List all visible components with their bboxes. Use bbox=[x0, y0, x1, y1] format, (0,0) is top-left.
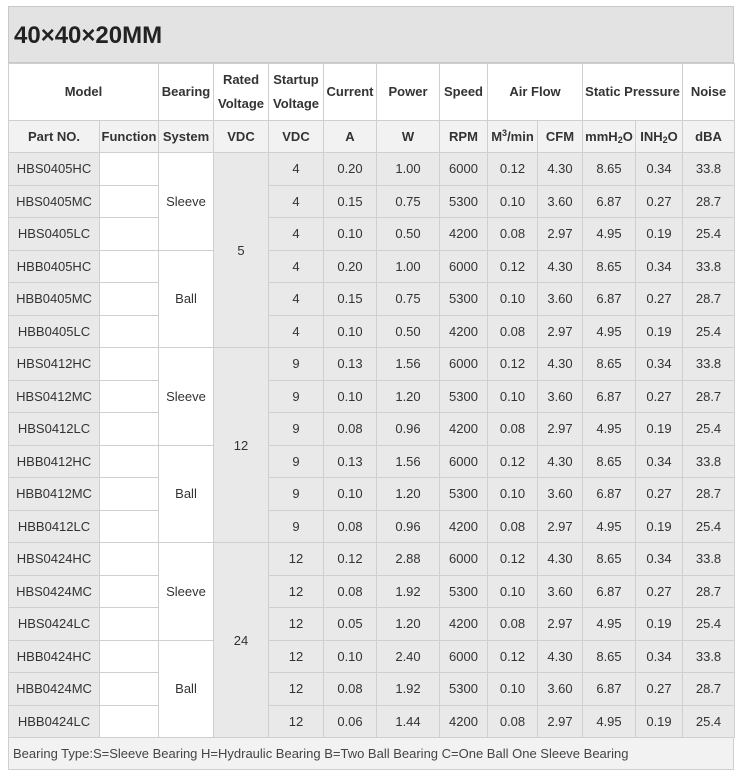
function-cell bbox=[100, 608, 159, 641]
header-unit-a: A bbox=[324, 121, 377, 153]
startup-cell: 9 bbox=[269, 510, 324, 543]
cfm-cell: 3.60 bbox=[538, 478, 583, 511]
inh2o-tail: O bbox=[667, 129, 678, 144]
cfm-cell: 3.60 bbox=[538, 185, 583, 218]
header-vdc-startup: VDC bbox=[269, 121, 324, 153]
table-row bbox=[9, 250, 735, 283]
power-cell: 1.00 bbox=[377, 153, 440, 186]
m3-tail: /min bbox=[507, 129, 534, 144]
current-cell: 0.10 bbox=[324, 640, 377, 673]
inh2o-cell: 0.34 bbox=[636, 153, 683, 186]
rpm-cell: 4200 bbox=[440, 413, 488, 446]
header-rated-line1: Rated bbox=[222, 72, 260, 87]
startup-cell: 12 bbox=[269, 608, 324, 641]
part-number-cell: HBS0424MC bbox=[9, 575, 100, 608]
mmh2o-cell: 8.65 bbox=[583, 250, 636, 283]
inh2o-cell: 0.34 bbox=[636, 250, 683, 283]
bearing-system-cell: Ball bbox=[159, 445, 214, 543]
dba-cell: 28.7 bbox=[683, 673, 735, 706]
bearing-system-cell: Sleeve bbox=[159, 153, 214, 251]
header-row-sub bbox=[9, 121, 735, 153]
power-cell: 2.40 bbox=[377, 640, 440, 673]
rpm-cell: 4200 bbox=[440, 705, 488, 738]
part-number-cell: HBB0405HC bbox=[9, 250, 100, 283]
startup-cell: 9 bbox=[269, 478, 324, 511]
mmh2o-cell: 6.87 bbox=[583, 185, 636, 218]
inh2o-cell: 0.19 bbox=[636, 218, 683, 251]
dba-cell: 28.7 bbox=[683, 283, 735, 316]
inh2o-cell: 0.19 bbox=[636, 413, 683, 446]
part-number-cell: HBS0405HC bbox=[9, 153, 100, 186]
startup-cell: 4 bbox=[269, 283, 324, 316]
function-cell bbox=[100, 510, 159, 543]
m3-cell: 0.08 bbox=[488, 705, 538, 738]
power-cell: 1.92 bbox=[377, 673, 440, 706]
dba-cell: 25.4 bbox=[683, 413, 735, 446]
bearing-system-cell: Ball bbox=[159, 640, 214, 738]
header-unit-dba: dBA bbox=[683, 121, 735, 153]
rated-voltage-cell: 5 bbox=[214, 153, 269, 348]
m3-cell: 0.08 bbox=[488, 315, 538, 348]
header-static-pressure: Static Pressure bbox=[583, 64, 683, 121]
table-row bbox=[9, 640, 735, 673]
rpm-cell: 6000 bbox=[440, 543, 488, 576]
inh2o-cell: 0.27 bbox=[636, 185, 683, 218]
dba-cell: 28.7 bbox=[683, 575, 735, 608]
power-cell: 0.75 bbox=[377, 283, 440, 316]
mmh2o-cell: 4.95 bbox=[583, 218, 636, 251]
function-cell bbox=[100, 153, 159, 186]
current-cell: 0.10 bbox=[324, 380, 377, 413]
inh2o-cell: 0.34 bbox=[636, 543, 683, 576]
current-cell: 0.20 bbox=[324, 250, 377, 283]
inh2o-cell: 0.27 bbox=[636, 283, 683, 316]
power-cell: 0.50 bbox=[377, 218, 440, 251]
spec-sheet bbox=[8, 6, 734, 770]
startup-cell: 9 bbox=[269, 348, 324, 381]
rpm-cell: 4200 bbox=[440, 218, 488, 251]
header-startup-line2: Voltage bbox=[273, 96, 319, 111]
inh2o-cell: 0.27 bbox=[636, 575, 683, 608]
table-row bbox=[9, 185, 735, 218]
rpm-cell: 4200 bbox=[440, 510, 488, 543]
dba-cell: 33.8 bbox=[683, 153, 735, 186]
function-cell bbox=[100, 283, 159, 316]
rated-voltage-cell: 24 bbox=[214, 543, 269, 738]
current-cell: 0.15 bbox=[324, 283, 377, 316]
startup-cell: 4 bbox=[269, 218, 324, 251]
power-cell: 0.96 bbox=[377, 510, 440, 543]
startup-cell: 4 bbox=[269, 153, 324, 186]
part-number-cell: HBB0424MC bbox=[9, 673, 100, 706]
cfm-cell: 2.97 bbox=[538, 413, 583, 446]
dba-cell: 25.4 bbox=[683, 608, 735, 641]
spec-table bbox=[8, 63, 735, 738]
m3-cell: 0.10 bbox=[488, 478, 538, 511]
mmh2o-tail: O bbox=[622, 129, 633, 144]
table-row bbox=[9, 153, 735, 186]
startup-cell: 9 bbox=[269, 445, 324, 478]
table-row bbox=[9, 510, 735, 543]
m3-cell: 0.12 bbox=[488, 543, 538, 576]
cfm-cell: 4.30 bbox=[538, 543, 583, 576]
mmh2o-cell: 4.95 bbox=[583, 510, 636, 543]
function-cell bbox=[100, 640, 159, 673]
part-number-cell: HBS0405LC bbox=[9, 218, 100, 251]
cfm-cell: 3.60 bbox=[538, 673, 583, 706]
mmh2o-cell: 6.87 bbox=[583, 575, 636, 608]
m3-cell: 0.12 bbox=[488, 153, 538, 186]
bearing-system-cell: Sleeve bbox=[159, 543, 214, 641]
dba-cell: 25.4 bbox=[683, 315, 735, 348]
dba-cell: 25.4 bbox=[683, 705, 735, 738]
cfm-cell: 2.97 bbox=[538, 608, 583, 641]
startup-cell: 12 bbox=[269, 543, 324, 576]
inh2o-cell: 0.34 bbox=[636, 348, 683, 381]
part-number-cell: HBB0405LC bbox=[9, 315, 100, 348]
bearing-system-cell: Ball bbox=[159, 250, 214, 348]
part-number-cell: HBB0412LC bbox=[9, 510, 100, 543]
current-cell: 0.06 bbox=[324, 705, 377, 738]
dba-cell: 28.7 bbox=[683, 185, 735, 218]
inh2o-cell: 0.19 bbox=[636, 608, 683, 641]
m3-cell: 0.10 bbox=[488, 185, 538, 218]
cfm-cell: 4.30 bbox=[538, 445, 583, 478]
power-cell: 2.88 bbox=[377, 543, 440, 576]
spec-table-body bbox=[9, 153, 735, 738]
function-cell bbox=[100, 380, 159, 413]
header-unit-w: W bbox=[377, 121, 440, 153]
mmh2o-cell: 4.95 bbox=[583, 315, 636, 348]
part-number-cell: HBB0412HC bbox=[9, 445, 100, 478]
startup-cell: 4 bbox=[269, 185, 324, 218]
power-cell: 1.56 bbox=[377, 445, 440, 478]
inh2o-base: INH bbox=[640, 129, 663, 144]
mmh2o-cell: 6.87 bbox=[583, 283, 636, 316]
header-startup-line1: Startup bbox=[273, 72, 319, 87]
rpm-cell: 4200 bbox=[440, 315, 488, 348]
table-row bbox=[9, 218, 735, 251]
part-number-cell: HBS0424LC bbox=[9, 608, 100, 641]
bearing-system-cell: Sleeve bbox=[159, 348, 214, 446]
current-cell: 0.10 bbox=[324, 478, 377, 511]
mmh2o-cell: 8.65 bbox=[583, 543, 636, 576]
m3-cell: 0.08 bbox=[488, 413, 538, 446]
table-row bbox=[9, 283, 735, 316]
rpm-cell: 5300 bbox=[440, 575, 488, 608]
current-cell: 0.08 bbox=[324, 673, 377, 706]
cfm-cell: 4.30 bbox=[538, 250, 583, 283]
current-cell: 0.15 bbox=[324, 185, 377, 218]
current-cell: 0.13 bbox=[324, 348, 377, 381]
header-unit-inh2o bbox=[636, 121, 683, 153]
dba-cell: 28.7 bbox=[683, 380, 735, 413]
current-cell: 0.10 bbox=[324, 315, 377, 348]
mmh2o-cell: 6.87 bbox=[583, 478, 636, 511]
mmh2o-sub: 2 bbox=[617, 135, 623, 145]
table-row bbox=[9, 380, 735, 413]
m3-cell: 0.08 bbox=[488, 608, 538, 641]
current-cell: 0.20 bbox=[324, 153, 377, 186]
function-cell bbox=[100, 478, 159, 511]
mmh2o-cell: 8.65 bbox=[583, 348, 636, 381]
mmh2o-cell: 8.65 bbox=[583, 445, 636, 478]
header-system: System bbox=[159, 121, 214, 153]
table-row bbox=[9, 705, 735, 738]
mmh2o-cell: 4.95 bbox=[583, 413, 636, 446]
current-cell: 0.10 bbox=[324, 218, 377, 251]
table-row bbox=[9, 673, 735, 706]
mmh2o-cell: 8.65 bbox=[583, 153, 636, 186]
startup-cell: 4 bbox=[269, 315, 324, 348]
m3-cell: 0.08 bbox=[488, 510, 538, 543]
header-function: Function bbox=[100, 121, 159, 153]
part-number-cell: HBB0424HC bbox=[9, 640, 100, 673]
cfm-cell: 2.97 bbox=[538, 315, 583, 348]
table-row bbox=[9, 608, 735, 641]
m3-cell: 0.08 bbox=[488, 218, 538, 251]
function-cell bbox=[100, 413, 159, 446]
mmh2o-cell: 6.87 bbox=[583, 380, 636, 413]
function-cell bbox=[100, 250, 159, 283]
part-number-cell: HBS0424HC bbox=[9, 543, 100, 576]
cfm-cell: 2.97 bbox=[538, 705, 583, 738]
cfm-cell: 2.97 bbox=[538, 510, 583, 543]
inh2o-sub: 2 bbox=[662, 135, 668, 145]
table-row bbox=[9, 575, 735, 608]
rpm-cell: 5300 bbox=[440, 283, 488, 316]
mmh2o-cell: 4.95 bbox=[583, 705, 636, 738]
function-cell bbox=[100, 185, 159, 218]
startup-cell: 9 bbox=[269, 380, 324, 413]
inh2o-cell: 0.27 bbox=[636, 380, 683, 413]
dba-cell: 33.8 bbox=[683, 445, 735, 478]
current-cell: 0.12 bbox=[324, 543, 377, 576]
header-noise: Noise bbox=[683, 64, 735, 121]
mmh2o-cell: 4.95 bbox=[583, 608, 636, 641]
header-startup-voltage bbox=[269, 64, 324, 121]
startup-cell: 12 bbox=[269, 673, 324, 706]
startup-cell: 12 bbox=[269, 705, 324, 738]
m3-cell: 0.10 bbox=[488, 673, 538, 706]
m3-sup: 3 bbox=[502, 128, 508, 138]
header-unit-mmh2o bbox=[583, 121, 636, 153]
function-cell bbox=[100, 218, 159, 251]
function-cell bbox=[100, 315, 159, 348]
inh2o-cell: 0.34 bbox=[636, 445, 683, 478]
dba-cell: 33.8 bbox=[683, 640, 735, 673]
mmh2o-cell: 8.65 bbox=[583, 640, 636, 673]
inh2o-cell: 0.27 bbox=[636, 478, 683, 511]
table-row bbox=[9, 348, 735, 381]
dba-cell: 33.8 bbox=[683, 250, 735, 283]
inh2o-cell: 0.19 bbox=[636, 315, 683, 348]
inh2o-cell: 0.19 bbox=[636, 510, 683, 543]
dba-cell: 33.8 bbox=[683, 543, 735, 576]
power-cell: 1.92 bbox=[377, 575, 440, 608]
header-part-no: Part NO. bbox=[9, 121, 100, 153]
cfm-cell: 3.60 bbox=[538, 380, 583, 413]
dba-cell: 28.7 bbox=[683, 478, 735, 511]
inh2o-cell: 0.27 bbox=[636, 673, 683, 706]
part-number-cell: HBS0412MC bbox=[9, 380, 100, 413]
part-number-cell: HBB0412MC bbox=[9, 478, 100, 511]
header-unit-cfm: CFM bbox=[538, 121, 583, 153]
rpm-cell: 6000 bbox=[440, 445, 488, 478]
power-cell: 0.50 bbox=[377, 315, 440, 348]
current-cell: 0.13 bbox=[324, 445, 377, 478]
table-row bbox=[9, 445, 735, 478]
function-cell bbox=[100, 673, 159, 706]
m3-base: M bbox=[491, 129, 503, 144]
table-row bbox=[9, 413, 735, 446]
cfm-cell: 3.60 bbox=[538, 575, 583, 608]
table-row bbox=[9, 315, 735, 348]
bearing-type-footnote: Bearing Type:S=Sleeve Bearing H=Hydraulic Bearing B=Two Ball Bearing C=One Ball One Sleeve Bearing bbox=[8, 738, 734, 770]
dba-cell: 33.8 bbox=[683, 348, 735, 381]
rpm-cell: 6000 bbox=[440, 640, 488, 673]
function-cell bbox=[100, 445, 159, 478]
m3-cell: 0.12 bbox=[488, 445, 538, 478]
table-row bbox=[9, 543, 735, 576]
power-cell: 1.56 bbox=[377, 348, 440, 381]
header-row-top bbox=[9, 64, 735, 121]
cfm-cell: 4.30 bbox=[538, 348, 583, 381]
header-bearing: Bearing bbox=[159, 64, 214, 121]
rated-voltage-cell: 12 bbox=[214, 348, 269, 543]
rpm-cell: 4200 bbox=[440, 608, 488, 641]
function-cell bbox=[100, 543, 159, 576]
rpm-cell: 5300 bbox=[440, 478, 488, 511]
cfm-cell: 2.97 bbox=[538, 218, 583, 251]
rpm-cell: 5300 bbox=[440, 673, 488, 706]
m3-cell: 0.10 bbox=[488, 575, 538, 608]
cfm-cell: 4.30 bbox=[538, 640, 583, 673]
part-number-cell: HBB0424LC bbox=[9, 705, 100, 738]
rpm-cell: 5300 bbox=[440, 380, 488, 413]
header-current: Current bbox=[324, 64, 377, 121]
m3-cell: 0.10 bbox=[488, 380, 538, 413]
power-cell: 1.00 bbox=[377, 250, 440, 283]
current-cell: 0.05 bbox=[324, 608, 377, 641]
inh2o-cell: 0.34 bbox=[636, 640, 683, 673]
power-cell: 1.44 bbox=[377, 705, 440, 738]
startup-cell: 12 bbox=[269, 640, 324, 673]
mmh2o-cell: 6.87 bbox=[583, 673, 636, 706]
power-cell: 1.20 bbox=[377, 608, 440, 641]
power-cell: 0.96 bbox=[377, 413, 440, 446]
header-model: Model bbox=[9, 64, 159, 121]
function-cell bbox=[100, 705, 159, 738]
m3-cell: 0.10 bbox=[488, 283, 538, 316]
current-cell: 0.08 bbox=[324, 413, 377, 446]
header-speed: Speed bbox=[440, 64, 488, 121]
rpm-cell: 6000 bbox=[440, 250, 488, 283]
header-rated-voltage bbox=[214, 64, 269, 121]
rpm-cell: 6000 bbox=[440, 153, 488, 186]
header-power: Power bbox=[377, 64, 440, 121]
power-cell: 1.20 bbox=[377, 478, 440, 511]
part-number-cell: HBB0405MC bbox=[9, 283, 100, 316]
header-vdc-rated: VDC bbox=[214, 121, 269, 153]
part-number-cell: HBS0405MC bbox=[9, 185, 100, 218]
startup-cell: 12 bbox=[269, 575, 324, 608]
header-unit-rpm: RPM bbox=[440, 121, 488, 153]
power-cell: 0.75 bbox=[377, 185, 440, 218]
dba-cell: 25.4 bbox=[683, 218, 735, 251]
m3-cell: 0.12 bbox=[488, 640, 538, 673]
table-row bbox=[9, 478, 735, 511]
cfm-cell: 4.30 bbox=[538, 153, 583, 186]
part-number-cell: HBS0412HC bbox=[9, 348, 100, 381]
cfm-cell: 3.60 bbox=[538, 283, 583, 316]
header-air-flow: Air Flow bbox=[488, 64, 583, 121]
mmh2o-base: mmH bbox=[585, 129, 618, 144]
dba-cell: 25.4 bbox=[683, 510, 735, 543]
startup-cell: 9 bbox=[269, 413, 324, 446]
power-cell: 1.20 bbox=[377, 380, 440, 413]
header-unit-m3min bbox=[488, 121, 538, 153]
part-number-cell: HBS0412LC bbox=[9, 413, 100, 446]
inh2o-cell: 0.19 bbox=[636, 705, 683, 738]
current-cell: 0.08 bbox=[324, 510, 377, 543]
rpm-cell: 6000 bbox=[440, 348, 488, 381]
current-cell: 0.08 bbox=[324, 575, 377, 608]
function-cell bbox=[100, 575, 159, 608]
rpm-cell: 5300 bbox=[440, 185, 488, 218]
startup-cell: 4 bbox=[269, 250, 324, 283]
m3-cell: 0.12 bbox=[488, 250, 538, 283]
m3-cell: 0.12 bbox=[488, 348, 538, 381]
header-rated-line2: Voltage bbox=[218, 96, 264, 111]
function-cell bbox=[100, 348, 159, 381]
page-title: 40×40×20MM bbox=[8, 6, 734, 63]
